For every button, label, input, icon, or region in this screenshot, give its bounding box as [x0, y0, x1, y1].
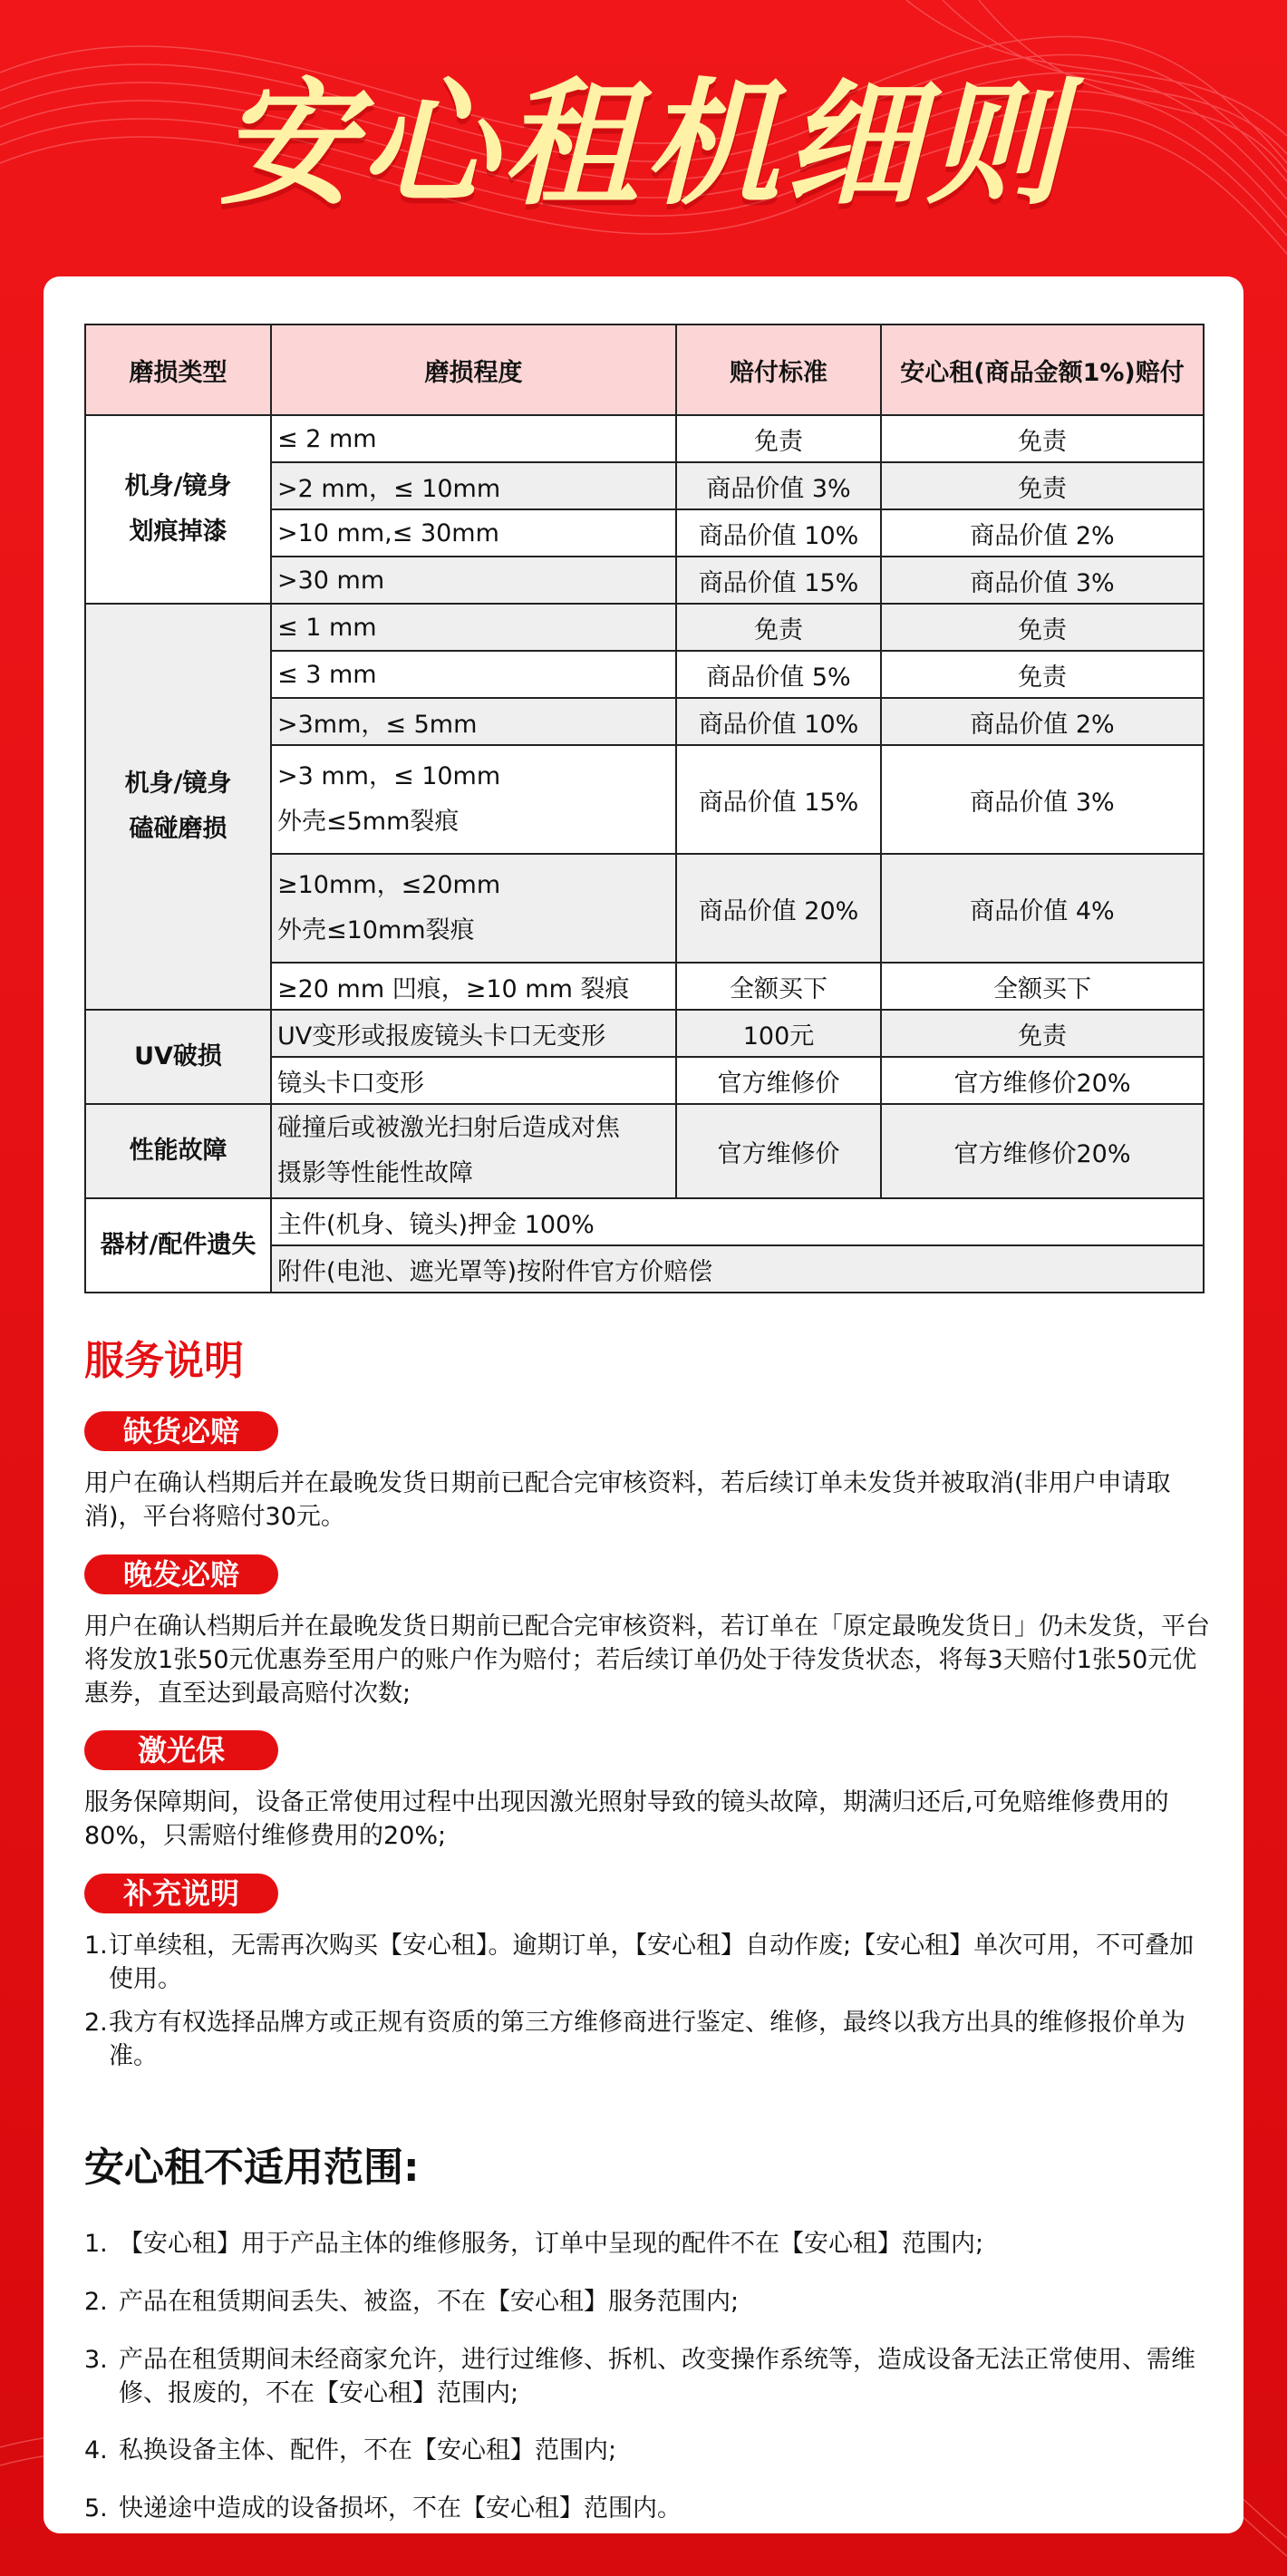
- section-paragraph: 服务保障期间，设备正常使用过程中出现因激光照射导致的镜头故障，期满归还后,可免赔维修费用的80%，只需赔付维修费用的20%;: [84, 1788, 1169, 1850]
- table-cell: ≤ 3 mm: [271, 651, 676, 698]
- section-paragraph: 用户在确认档期后并在最晚发货日期前已配合完审核资料，若后续订单未发货并被取消(非用户申请取消)，平台将赔付30元。: [84, 1469, 1171, 1531]
- table-row: [85, 1104, 1204, 1198]
- list-text: 我方有权选择品牌方或正规有资质的第三方维修商进行鉴定、维修，最终以我方出具的维修报价单为准。: [109, 2009, 1185, 2070]
- table-cell: 官方维修价20%: [881, 1104, 1204, 1198]
- table-cell: 免责: [676, 604, 881, 651]
- group-label: 机身/镜身 磕碰磨损: [124, 770, 232, 843]
- table-cell: [271, 745, 676, 854]
- table-row: [85, 604, 1204, 651]
- table-cell: 商品价值 3%: [881, 745, 1204, 854]
- list-text: 产品在租赁期间未经商家允许，进行过维修、拆机、改变操作系统等，造成设备无法正常使用、需维修、报废的，不在【安心租】范围内;: [119, 2346, 1195, 2407]
- table-cell: >3mm，≤ 5mm: [271, 698, 676, 745]
- table-cell: 免责: [881, 651, 1204, 698]
- table-cell: 商品价值 20%: [676, 854, 881, 963]
- table-cell: 免责: [881, 1010, 1204, 1057]
- list-text: 订单续租，无需再次购买【安心租】。逾期订单，【安心租】自动作废;【安心租】单次可用，不可叠加使用。: [109, 1932, 1195, 1993]
- table-cell: ≤ 1 mm: [271, 604, 676, 651]
- table-header-cell: 赔付标准: [676, 324, 881, 415]
- section-paragraph: 用户在确认档期后并在最晚发货日期前已配合完审核资料，若订单在「原定最晚发货日」仍未发货，平台将发放1张50元优惠券至用户的账户作为赔付；若后续订单仍处于待发货状态，将每3天赔付1张50元优惠券，直至达到最高赔付次数;: [84, 1612, 1210, 1708]
- table-cell: 附件(电池、遮光罩等)按附件官方价赔偿: [271, 1245, 1204, 1293]
- compensation-table: [84, 324, 1205, 1293]
- section-tag: 激光保: [84, 1730, 278, 1770]
- list-item: [84, 2434, 1217, 2467]
- list-item: [84, 2227, 1217, 2261]
- rules-card: [44, 276, 1243, 2533]
- table-cell: [271, 854, 676, 963]
- list-item: [84, 2285, 1217, 2319]
- table-cell: 免责: [881, 415, 1204, 462]
- cell-text: >3 mm，≤ 10mm 外壳≤5mm裂痕: [277, 762, 501, 836]
- table-cell: 官方维修价: [676, 1057, 881, 1104]
- table-cell: 商品价值 15%: [676, 745, 881, 854]
- section-tag: 缺货必赔: [84, 1411, 278, 1451]
- cell-text: 碰撞后或被激光扫射后造成对焦 摄影等性能性故障: [277, 1114, 620, 1187]
- list-number: 1.: [84, 2230, 108, 2258]
- table-cell: 商品价值 10%: [676, 698, 881, 745]
- table-cell: [271, 1104, 676, 1198]
- group-cell-uv: UV破损: [85, 1010, 271, 1104]
- table-cell: 官方维修价20%: [881, 1057, 1204, 1104]
- section-tag: 晚发必赔: [84, 1554, 278, 1594]
- scope-title: 安心租不适用范围:: [84, 2145, 420, 2191]
- list-number: 2.: [84, 2009, 108, 2037]
- list-number: 5.: [84, 2494, 108, 2523]
- table-cell: 免责: [881, 604, 1204, 651]
- table-cell: 全额买下: [881, 963, 1204, 1010]
- table-cell: ≤ 2 mm: [271, 415, 676, 462]
- table-cell: 全额买下: [676, 963, 881, 1010]
- table-cell: 商品价值 3%: [881, 557, 1204, 604]
- table-cell: 商品价值 5%: [676, 651, 881, 698]
- table-cell: 商品价值 2%: [881, 698, 1204, 745]
- table-header-cell: 磨损程度: [271, 324, 676, 415]
- list-item: [84, 2343, 1217, 2410]
- cell-text: ≥10mm，≤20mm 外壳≤10mm裂痕: [277, 871, 501, 944]
- list-number: 1.: [84, 1932, 108, 1960]
- list-item: [84, 1929, 1217, 1996]
- table-row: [85, 1010, 1204, 1057]
- table-cell: 商品价值 2%: [881, 509, 1204, 557]
- group-label: 机身/镜身 划痕掉漆: [124, 472, 232, 546]
- table-cell: >30 mm: [271, 557, 676, 604]
- group-cell-lost: 器材/配件遗失: [85, 1198, 271, 1293]
- table-cell: >10 mm,≤ 30mm: [271, 509, 676, 557]
- list-text: 【安心租】用于产品主体的维修服务，订单中呈现的配件不在【安心租】范围内;: [119, 2230, 984, 2258]
- list-number: 2.: [84, 2288, 108, 2316]
- table-cell: ≥20 mm 凹痕，≥10 mm 裂痕: [271, 963, 676, 1010]
- table-row: [85, 415, 1204, 462]
- list-text: 产品在租赁期间丢失、被盗，不在【安心租】服务范围内;: [119, 2288, 740, 2316]
- list-number: 4.: [84, 2436, 108, 2465]
- table-cell: 商品价值 3%: [676, 462, 881, 509]
- table-cell: 免责: [881, 462, 1204, 509]
- table-cell: UV变形或报废镜头卡口无变形: [271, 1010, 676, 1057]
- service-title: 服务说明: [84, 1338, 244, 1384]
- table-cell: 商品价值 10%: [676, 509, 881, 557]
- table-cell: 商品价值 15%: [676, 557, 881, 604]
- list-item: [84, 2492, 1217, 2525]
- section-tag: 补充说明: [84, 1874, 278, 1913]
- table-cell: 镜头卡口变形: [271, 1057, 676, 1104]
- list-text: 私换设备主体、配件，不在【安心租】范围内;: [119, 2436, 617, 2465]
- table-cell: 商品价值 4%: [881, 854, 1204, 963]
- table-cell: 主件(机身、镜头)押金 100%: [271, 1198, 1204, 1245]
- table-row: [85, 1198, 1204, 1245]
- table-header-cell: 磨损类型: [85, 324, 271, 415]
- list-number: 3.: [84, 2346, 108, 2374]
- list-item: [84, 2006, 1217, 2073]
- group-cell-perf: 性能故障: [85, 1104, 271, 1198]
- table-cell: 官方维修价: [676, 1104, 881, 1198]
- table-header-row: [85, 324, 1204, 415]
- table-header-cell: 安心租(商品金额1%)赔付: [881, 324, 1204, 415]
- group-cell-scratch: [85, 415, 271, 604]
- table-cell: 100元: [676, 1010, 881, 1057]
- list-text: 快递途中造成的设备损坏，不在【安心租】范围内。: [119, 2494, 682, 2523]
- page-title: 安心租机细则: [218, 66, 1068, 224]
- table-cell: 免责: [676, 415, 881, 462]
- table-cell: >2 mm，≤ 10mm: [271, 462, 676, 509]
- group-cell-bump: [85, 604, 271, 1010]
